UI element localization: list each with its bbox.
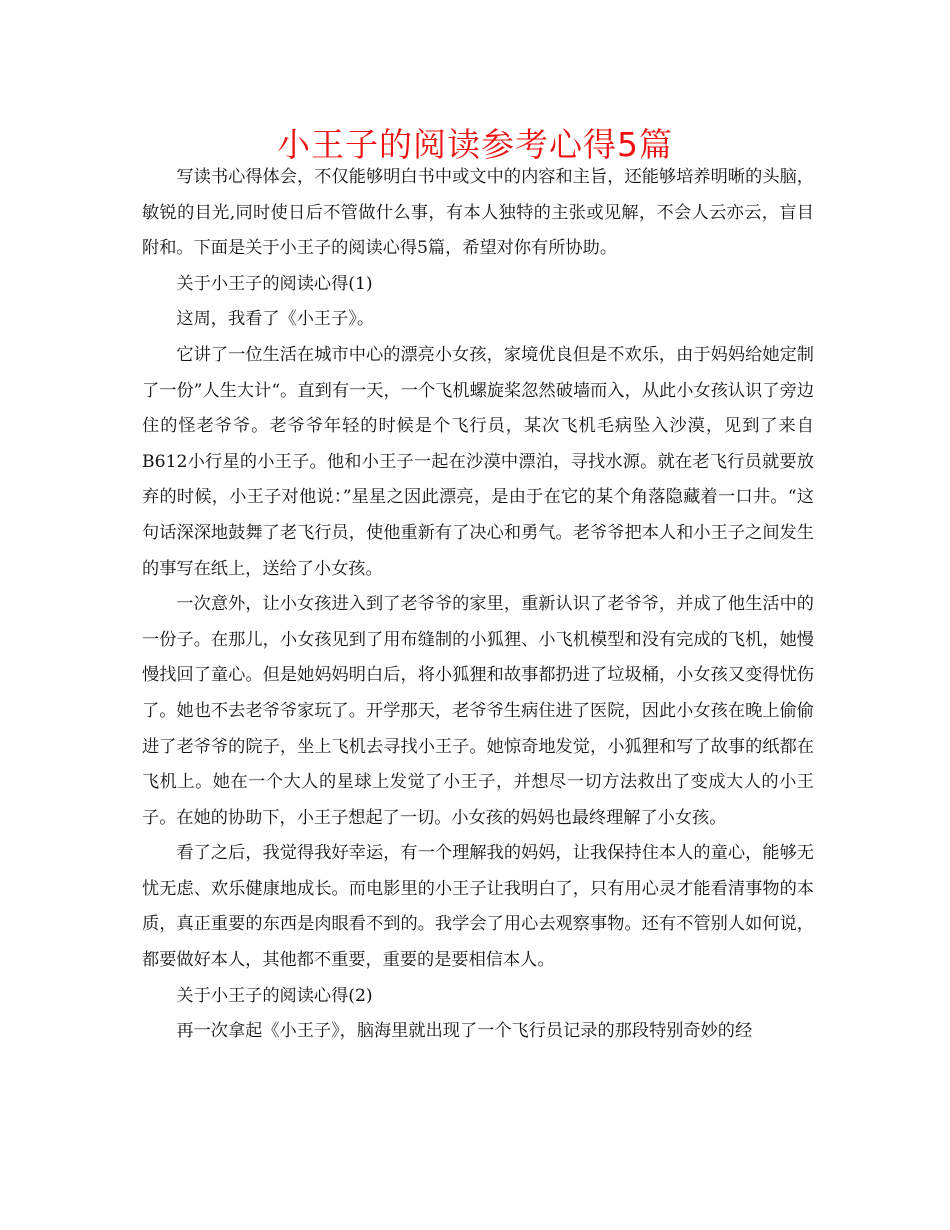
body-paragraph: 看了之后，我觉得我好幸运，有一个理解我的妈妈，让我保持住本人的童心，能够无忧无虑、欢乐健康地成长。而电影里的小王子让我明白了，只有用心灵才能看清事物的本质，真正重要的东西是肉眼看不到的。我学会了用心去观察事物。还有不管别人如何说，都要做好本人，其他都不重要，重要的是要相信本人。: [142, 843, 814, 971]
body-paragraph: 它讲了一位生活在城市中心的漂亮小女孩，家境优良但是不欢乐，由于妈妈给她定制了一份”人生大计“。直到有一天，一个飞机螺旋桨忽然破墙而入，从此小女孩认识了旁边住的怪老爷爷。老爷爷年轻的时候是个飞行员，某次飞机毛病坠入沙漠，见到了来自B612小行星的小王子。他和小王子一起在沙漠中漂泊，寻找水源。就在老飞行员就要放弃的时候，小王子对他说：”星星之因此漂亮，是由于在它的某个角落隐藏着一口井。“这句话深深地鼓舞了老飞行员，使他重新有了决心和勇气。老爷爷把本人和小王子之间发生的事写在纸上，送给了小女孩。: [142, 344, 814, 579]
section-heading-1: 关于小王子的阅读心得(1): [176, 273, 373, 294]
body-paragraph: 这周，我看了《小王子》。: [176, 309, 375, 330]
body-paragraph: 再一次拿起《小王子》，脑海里就出现了一个飞行员记录的那段特别奇妙的经: [176, 1021, 753, 1042]
document-body: [142, 160, 814, 1050]
document-title: 小王子的阅读参考心得5篇: [277, 125, 673, 164]
intro-paragraph: 写读书心得体会，不仅能够明白书中或文中的内容和主旨，还能够培养明晰的头脑，敏锐的目光,同时使日后不管做什么事，有本人独特的主张或见解，不会人云亦云，盲目附和。下面是关于小王子的阅读心得5篇，希望对你有所协助。: [142, 167, 814, 259]
body-paragraph: 一次意外，让小女孩进入到了老爷爷的家里，重新认识了老爷爷，并成了他生活中的一份子。在那儿，小女孩见到了用布缝制的小狐狸、小飞机模型和没有完成的飞机，她慢慢找回了童心。但是她妈妈明白后，将小狐狸和故事都扔进了垃圾桶，小女孩又变得忧伤了。她也不去老爷爷家玩了。开学那天，老爷爷生病住进了医院，因此小女孩在晚上偷偷进了老爷爷的院子，坐上飞机去寻找小王子。她惊奇地发觉，小狐狸和写了故事的纸都在飞机上。她在一个大人的星球上发觉了小王子，并想尽一切方法救出了变成大人的小王子。在她的协助下，小王子想起了一切。小女孩的妈妈也最终理解了小女孩。: [142, 594, 814, 828]
section-heading-2: 关于小王子的阅读心得(2): [176, 985, 373, 1006]
